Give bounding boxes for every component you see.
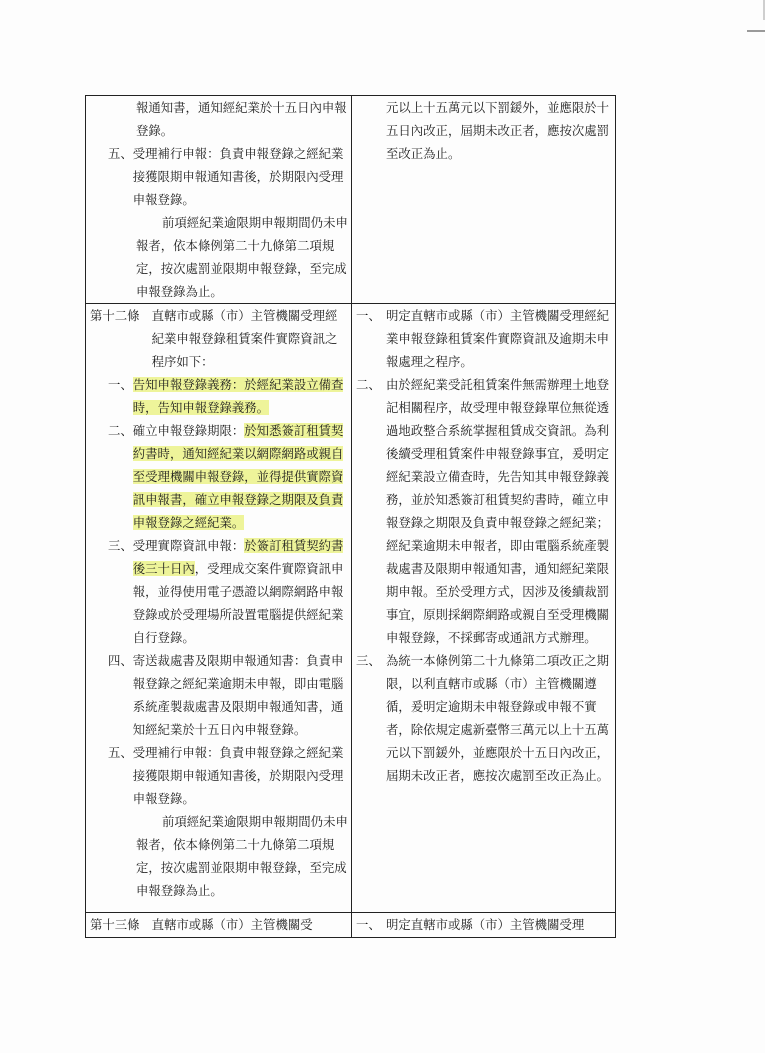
item-text: 明定直轄市或縣（市）主管機關受理經紀業申報登錄租賃案件實際資訊及逾期未申報處理之程序。 bbox=[386, 308, 610, 369]
table-row bbox=[86, 304, 616, 913]
right-cell bbox=[352, 304, 616, 913]
list-item bbox=[356, 913, 612, 936]
list-item bbox=[90, 534, 348, 649]
scan-edge-mark bbox=[747, 30, 765, 32]
item-text: ，受理成交案件實際資訊申報，並得使用電子憑證以網際網路申報登錄或於受理場所設置電腦提供經紀業自行登錄。 bbox=[132, 561, 344, 645]
list-item bbox=[356, 373, 612, 649]
list-item bbox=[90, 142, 348, 211]
table-row bbox=[86, 96, 616, 304]
item-number: 一、 bbox=[108, 377, 133, 392]
item-text: 受理補行申報：負責申報登錄之經紀業接獲限期申報通知書後，於期限內受理申報登錄。 bbox=[132, 146, 344, 207]
item-text: 受理實際資訊申報： bbox=[132, 538, 245, 553]
item-text: 由於經紀業受託租賃案件無需辦理土地登記相關程序，故受理申報登錄單位無從透過地政整合系統掌握租賃成交資訊。為利後續受理租賃案件申報登錄事宜，爰明定經紀業設立備查時，先告知其申報登錄義務，並於知悉簽訂租賃契約書時，確立申報登錄之期限及負責申報登錄之經紀業；經紀業逾期未申報者，即由電腦系統產製裁處書及限期申報通知書，通知經紀業限期申報。至於受理方式，因涉及後續裁罰事宜，原則採網際網路或親自至受理機關申報登錄，不採郵寄或通訊方式辦理。 bbox=[386, 377, 610, 645]
item-number: 三、 bbox=[356, 653, 381, 668]
highlighted-text: 於知悉簽訂租賃契約書時，通知經紀業以網際網路或親自至受理機關申報登錄，並得提供實際資訊申報書，確立申報登錄之期限及負責申報登錄之經紀業。 bbox=[132, 423, 344, 530]
item-number: 四、 bbox=[108, 653, 133, 668]
paragraph: 前項經紀業逾限期申報期間仍未申報者，依本條例第二十九條第二項規定，按次處罰並限期申報登錄，至完成申報登錄為止。 bbox=[136, 215, 348, 299]
item-number: 一、 bbox=[356, 917, 381, 932]
item-number: 五、 bbox=[108, 745, 133, 760]
list-item bbox=[90, 373, 348, 419]
article-intro: 直轄市或縣（市）主管機關受理經紀業申報登錄租賃案件實際資訊之程序如下： bbox=[151, 308, 338, 369]
highlighted-text: 於簽訂租賃契約書後三十日內 bbox=[132, 538, 344, 576]
item-number: 一、 bbox=[356, 308, 381, 323]
item-text: 明定直轄市或縣（市）主管機關受理 bbox=[386, 917, 585, 932]
list-item bbox=[356, 649, 612, 787]
item-number: 三、 bbox=[108, 538, 133, 553]
right-cell bbox=[352, 96, 616, 304]
item-number: 五、 bbox=[108, 146, 133, 161]
table-row bbox=[86, 913, 616, 938]
item-text: 受理補行申報：負責申報登錄之經紀業接獲限期申報通知書後，於期限內受理申報登錄。 bbox=[132, 745, 344, 806]
item-number: 二、 bbox=[356, 377, 381, 392]
right-cell bbox=[352, 913, 616, 938]
comparison-table bbox=[85, 95, 616, 938]
right-text: 元以上十五萬元以下罰鍰外，並應限於十五日內改正，屆期未改正者，應按次處罰至改正為止。 bbox=[386, 100, 610, 161]
item-text: 寄送裁處書及限期申報通知書：負責申報登錄之經紀業逾期未申報，即由電腦系統產製裁處書及限期申報通知書，通知經紀業於十五日內申報登錄。 bbox=[132, 653, 344, 737]
article-intro: 直轄市或縣（市）主管機關受 bbox=[151, 917, 313, 932]
highlighted-text: 告知申報登錄義務：於經紀業設立備查時，告知申報登錄義務。 bbox=[132, 377, 344, 415]
list-item bbox=[356, 304, 612, 373]
left-cell bbox=[86, 96, 352, 304]
paragraph: 前項經紀業逾限期申報期間仍未申報者，依本條例第二十九條第二項規定，按次處罰並限期申報登錄，至完成申報登錄為止。 bbox=[136, 814, 348, 898]
item-text: 為統一本條例第二十九條第二項改正之期限，以利直轄市或縣（市）主管機關遵循，爰明定逾期未申報登錄或申報不實者，除依規定處新臺幣三萬元以上十五萬元以下罰鍰外，並應限於十五日內改正，屆期未改正者，應按次處罰至改正為止。 bbox=[386, 653, 610, 783]
list-item bbox=[90, 649, 348, 741]
article-heading-block bbox=[90, 304, 348, 373]
item4-tail: 報通知書，通知經紀業於十五日內申報登錄。 bbox=[136, 100, 347, 138]
list-item bbox=[90, 419, 348, 534]
article-number: 第十三條 bbox=[90, 917, 140, 932]
left-cell bbox=[86, 913, 352, 938]
article-number: 第十二條 bbox=[90, 308, 140, 323]
item-text: 確立申報登錄期限： bbox=[132, 423, 245, 438]
left-cell bbox=[86, 304, 352, 913]
item-number: 二、 bbox=[108, 423, 133, 438]
list-item bbox=[90, 741, 348, 810]
